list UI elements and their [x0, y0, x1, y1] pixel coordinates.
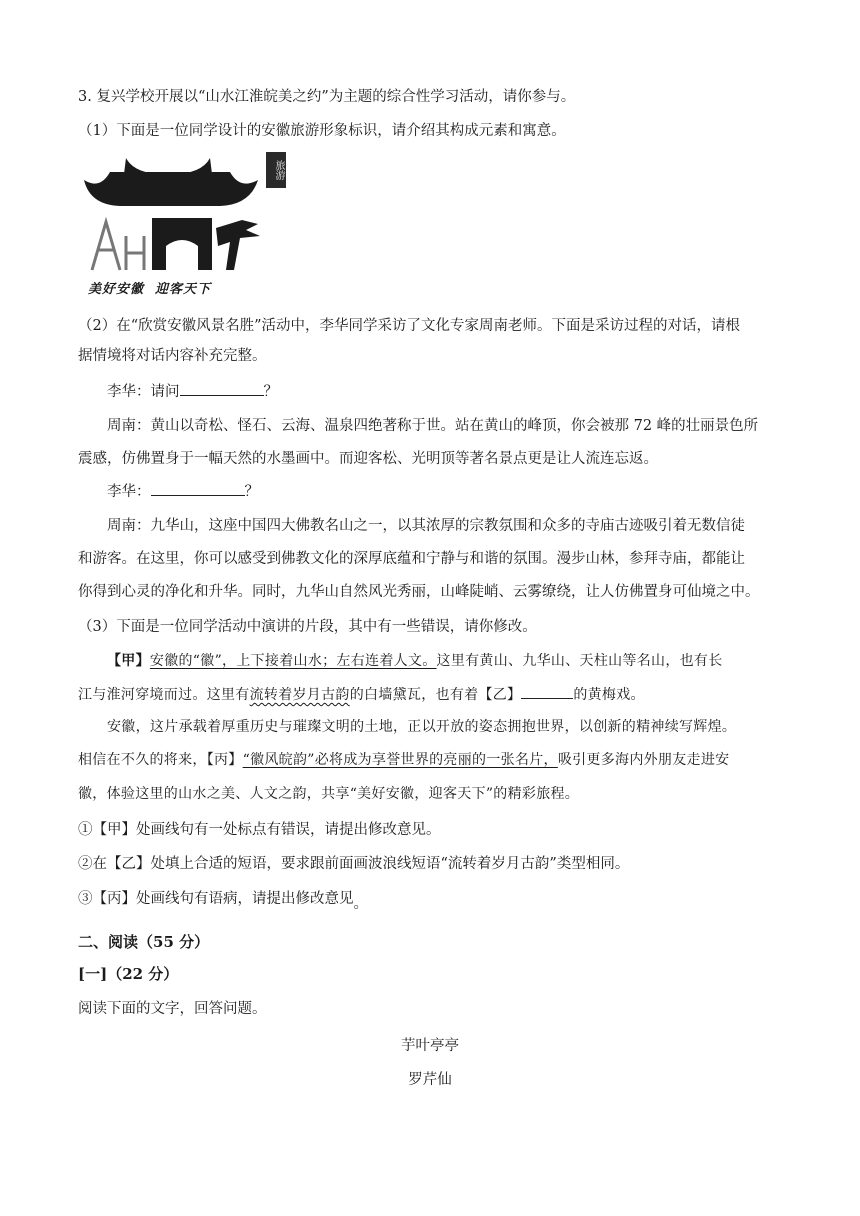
- speech-line-2-c: 的黄梅戏。: [573, 687, 645, 703]
- article-title: 芋叶亭亭: [401, 1038, 459, 1054]
- dialog-zhounan-2-line1: 周南：九华山，这座中国四大佛教名山之一，以其浓厚的宗教氛围和众多的寺庙古迹吸引着无数信徒: [107, 518, 745, 534]
- speech-wavy-phrase: 流转着岁月古韵: [249, 687, 350, 703]
- dialog-zhounan-2-line2: 和游客。在这里，你可以感受到佛教文化的深厚底蕴和宁静与和谐的氛围。漫步山林，参拜寺庙，都能让: [78, 551, 745, 567]
- dialog-lihua-2-text: 李华：: [107, 484, 151, 500]
- speech-line-3: 安徽，这片承载着厚重历史与璀璨文明的土地，正以开放的姿态拥抱世界，以创新的精神续写辉煌。: [107, 719, 737, 735]
- dialog-lihua-1-text: 李华：请问: [107, 384, 180, 400]
- q3-part2-prompt-line2: 据情境将对话内容补充完整。: [78, 348, 267, 364]
- speech-line-4-b: 吸引更多海内外朋友走进安: [557, 752, 730, 768]
- q3-intro: 3. 复兴学校开展以“山水江淮皖美之约”为主题的综合性学习活动，请你参与。: [78, 89, 576, 105]
- speech-line-1-rest: 这里有黄山、九华山、天柱山等名山，也有长: [436, 653, 723, 669]
- reading-instruction: 阅读下面的文字，回答问题。: [78, 1001, 267, 1017]
- dialog-zhounan-1-line1: 周南：黄山以奇松、怪石、云海、温泉四绝著称于世。站在黄山的峰顶，你会被那 72 峰的壮丽景色所: [107, 418, 759, 434]
- answer-blank-2[interactable]: [151, 481, 245, 496]
- section-2-heading: 二、阅读（55 分）: [78, 933, 210, 951]
- q3-part3-prompt: （3）下面是一位同学活动中演讲的片段，其中有一些错误，请你修改。: [78, 619, 537, 635]
- speech-bing-sentence: “徽风皖韵”必将成为享誉世界的亮丽的一张名片，: [242, 752, 558, 768]
- speech-line-2-b: 的白墙黛瓦，也有着【乙】: [349, 687, 522, 703]
- logo-slogan: 美好安徽 迎客天下: [88, 282, 212, 297]
- task-2: ②在【乙】处填上合适的短语，要求跟前面画波浪线短语“流转着岁月古韵”类型相同。: [78, 856, 630, 872]
- speech-line-5: 徽，体验这里的山水之美、人文之韵，共享“美好安徽，迎客天下”的精彩旅程。: [78, 786, 580, 802]
- q3-part1-prompt: （1）下面是一位同学设计的安徽旅游形象标识，请介绍其构成元素和寓意。: [78, 123, 566, 139]
- question-mark-1: ？: [263, 384, 278, 400]
- question-mark-2: ？: [244, 484, 259, 500]
- answer-blank-1[interactable]: [180, 381, 264, 396]
- logo-seal-stamp: [266, 152, 286, 188]
- task-1: ①【甲】处画线句有一处标点有错误，请提出修改意见。: [78, 822, 441, 838]
- task-3-text: ③【丙】处画线句有语病，请提出修改意见: [78, 891, 354, 907]
- answer-blank-yi[interactable]: [521, 684, 573, 699]
- dialog-lihua-2: [107, 481, 259, 502]
- section-2-subheading: [一]（22 分）: [78, 965, 179, 983]
- anhui-tourism-logo: [80, 150, 270, 300]
- dialog-zhounan-1-line2: 震感，仿佛置身于一幅天然的水墨画中。而迎客松、光明顶等著名景点更是让人流连忘返。: [78, 451, 658, 467]
- q3-part2-prompt-line1: （2）在“欣赏安徽风景名胜”活动中，李华同学采访了文化专家周南老师。下面是采访过程的对话，请根: [78, 318, 741, 334]
- dialog-lihua-1: [107, 381, 278, 402]
- dialog-zhounan-2-line3: 你得到心灵的净化和升华。同时，九华山自然风光秀丽，山峰陡峭、云雾缭绕，让人仿佛置身可仙境之中。: [78, 584, 760, 600]
- speech-line-2: [78, 684, 645, 705]
- speech-jia-sentence: 安徽的“徽”，上下接着山水；左右连着人文。: [149, 653, 437, 669]
- task-3-period: 。: [353, 896, 368, 912]
- speech-line-1: [107, 651, 723, 671]
- speech-line-4: [78, 750, 729, 770]
- task-3: [78, 889, 368, 912]
- speech-line-2-a: 江与淮河穿境而过。这里有: [78, 687, 250, 703]
- speech-tag-jia: 【甲】: [107, 653, 150, 669]
- article-author: 罗芹仙: [408, 1072, 452, 1088]
- logo-seal-text: 旅游: [273, 160, 284, 180]
- speech-line-4-a: 相信在不久的将来，【丙】: [78, 752, 243, 768]
